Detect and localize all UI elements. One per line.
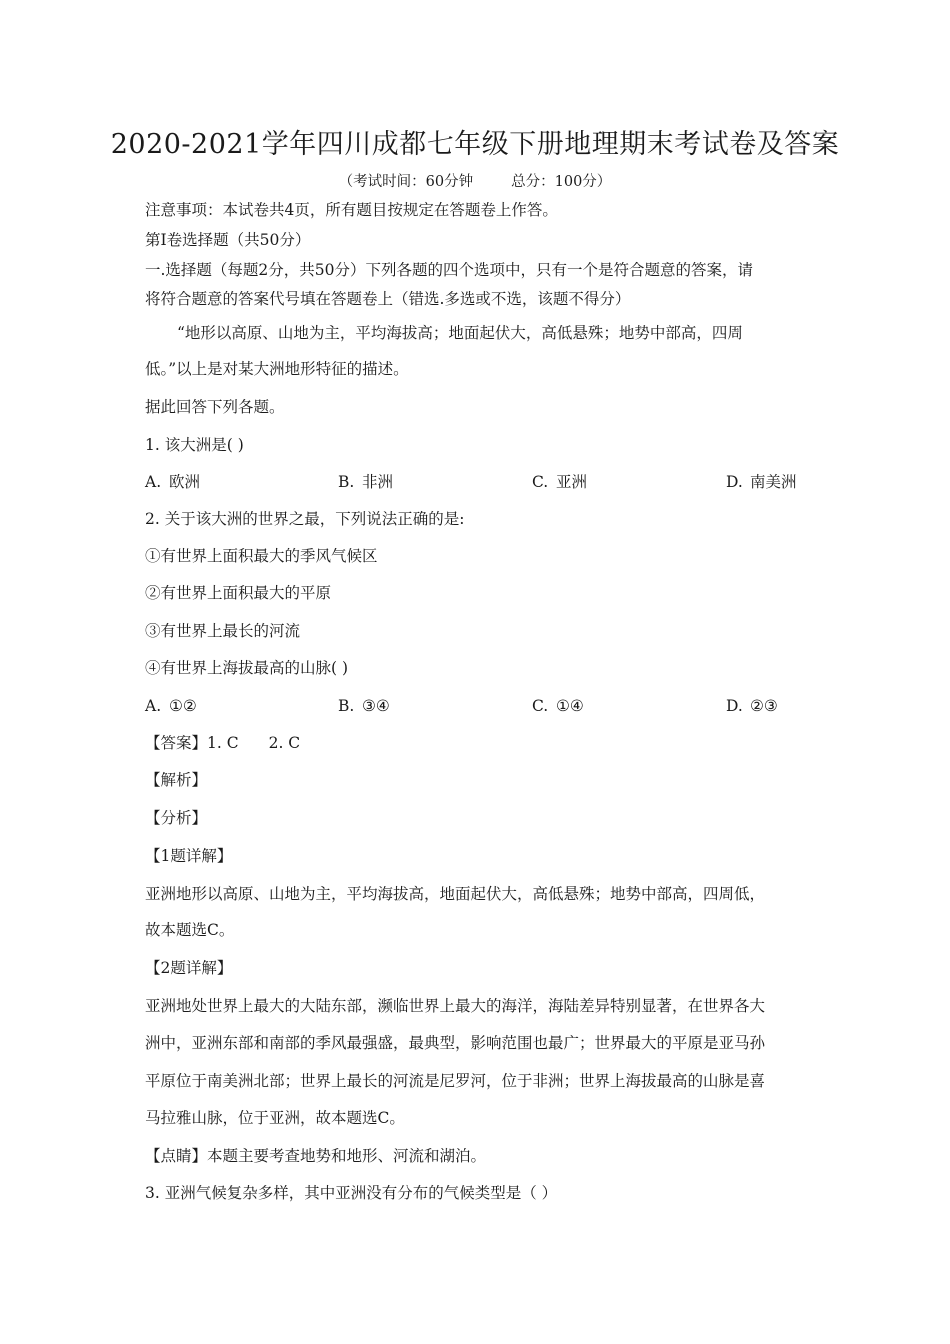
detail-2-line-4: 马拉雅山脉，位于亚洲，故本题选C。 (145, 1109, 405, 1127)
detail-1-line-2: 故本题选C。 (145, 921, 235, 939)
part-heading: 第I卷选择题（共50分） (145, 231, 311, 249)
q2-item-4: ④有世界上海拔最高的山脉( ) (145, 659, 349, 677)
question-prompt: 据此回答下列各题。 (145, 398, 285, 416)
passage-line-2: 低。”以上是对某大洲地形特征的描述。 (145, 360, 409, 378)
detail-1-label: 【1题详解】 (145, 847, 233, 865)
q1-option-b: B. 非洲 (338, 473, 394, 491)
q2-option-b: B. ③④ (338, 697, 390, 715)
answer-1: 1. C (207, 734, 239, 752)
dianjing-line (145, 1145, 815, 1167)
q3-stem: 3. 亚洲气候复杂多样，其中亚洲没有分布的气候类型是（ ） (145, 1184, 558, 1202)
q2-option-a: A. ①② (145, 697, 197, 715)
dianjing-label: 【点睛】 (145, 1147, 208, 1165)
page-title: 2020-2021学年四川成都七年级下册地理期末考试卷及答案 (110, 129, 840, 160)
q1-option-d: D. 南美洲 (726, 473, 797, 491)
detail-2-line-2: 洲中，亚洲东部和南部的季风最强盛，最典型，影响范围也最广；世界最大的平原是亚马孙 (145, 1034, 766, 1052)
q2-option-c: C. ①④ (532, 697, 584, 715)
q2-stem: 2. 关于该大洲的世界之最，下列说法正确的是: (145, 510, 465, 528)
q1-stem: 1. 该大洲是( ) (145, 436, 244, 454)
answer-line (145, 732, 815, 754)
q2-option-d: D. ②③ (726, 697, 778, 715)
exam-score: 总分：100分） (511, 174, 612, 190)
section-intro-line-2: 将符合题意的答案代号填在答题卷上（错选.多选或不选，该题不得分） (145, 290, 631, 308)
answer-2: 2. C (268, 734, 301, 752)
fenxi-label: 【分析】 (145, 809, 208, 827)
exam-info (0, 170, 950, 191)
q1-option-a: A. 欧洲 (145, 473, 201, 491)
q2-item-2: ②有世界上面积最大的平原 (145, 584, 332, 602)
analysis-label: 【解析】 (145, 771, 208, 789)
q2-item-3: ③有世界上最长的河流 (145, 622, 301, 640)
notice-text: 注意事项：本试卷共4页，所有题目按规定在答题卷上作答。 (145, 201, 558, 219)
exam-time: （考试时间：60分钟 (338, 174, 474, 190)
passage-line-1: “地形以高原、山地为主，平均海拔高；地面起伏大，高低悬殊；地势中部高，四周 (177, 324, 743, 342)
detail-1-line-1: 亚洲地形以高原、山地为主，平均海拔高，地面起伏大，高低悬殊；地势中部高，四周低， (145, 885, 766, 903)
dianjing-text: 本题主要考查地势和地形、河流和湖泊。 (207, 1147, 487, 1165)
detail-2-line-1: 亚洲地处世界上最大的大陆东部，濒临世界上最大的海洋，海陆差异特别显著，在世界各大 (145, 997, 766, 1015)
detail-2-label: 【2题详解】 (145, 959, 233, 977)
q1-option-c: C. 亚洲 (532, 473, 588, 491)
detail-2-line-3: 平原位于南美洲北部；世界上最长的河流是尼罗河，位于非洲；世界上海拔最高的山脉是喜 (145, 1072, 766, 1090)
q2-item-1: ①有世界上面积最大的季风气候区 (145, 547, 378, 565)
answer-label: 【答案】 (145, 734, 208, 752)
section-intro-line-1: 一.选择题（每题2分，共50分）下列各题的四个选项中，只有一个是符合题意的答案，请 (145, 261, 754, 279)
